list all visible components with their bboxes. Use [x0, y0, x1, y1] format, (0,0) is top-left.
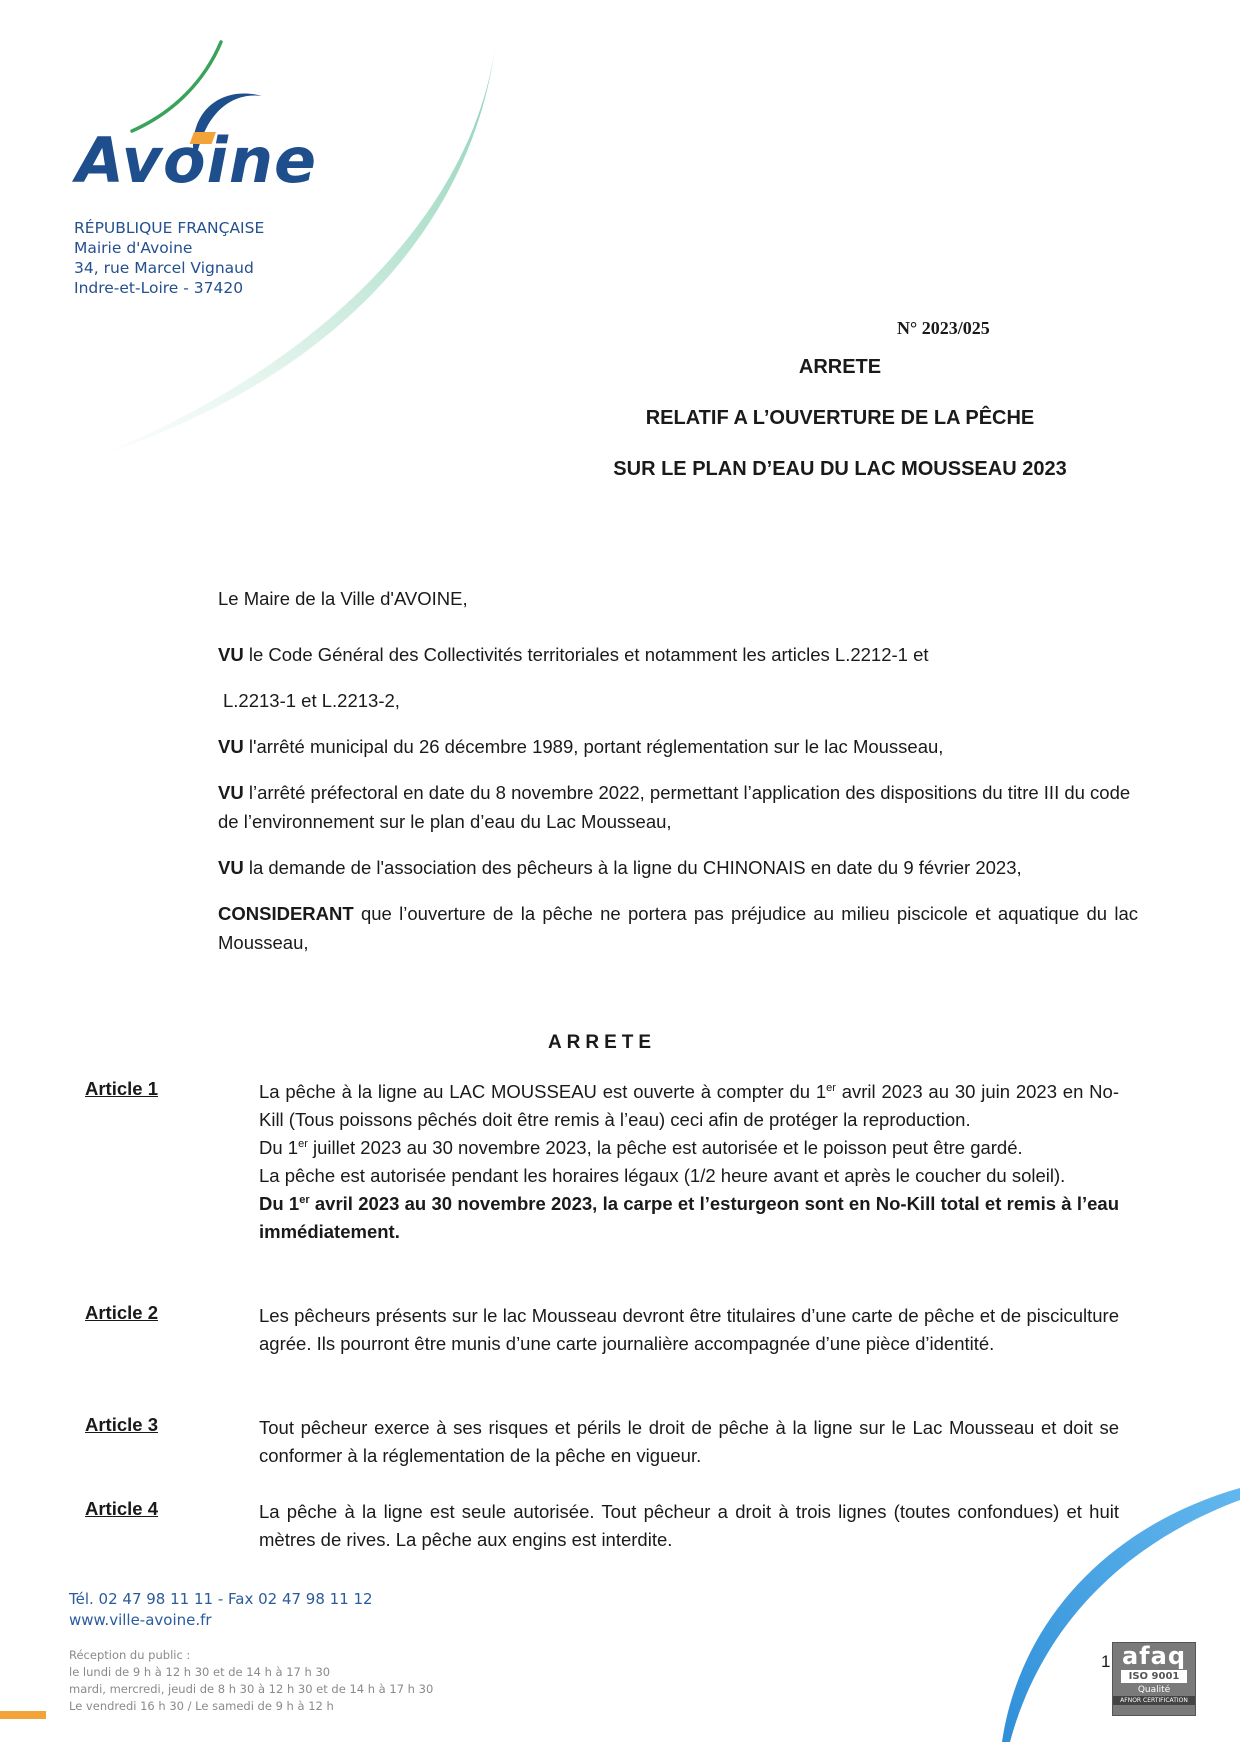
considerant-clause — [218, 899, 1138, 957]
footer-phone: Tél. 02 47 98 11 11 - Fax 02 47 98 11 12 — [69, 1590, 373, 1608]
text-fragment: Du 1 — [259, 1193, 300, 1214]
footer-contact — [69, 1589, 373, 1631]
vu-text: l'arrêté municipal du 26 décembre 1989, portant réglementation sur le lac Mousseau, — [248, 736, 944, 757]
badge-name: afaq — [1121, 1642, 1186, 1670]
text-fragment: avril 2023 au 30 juin 2023 en No-Kill (Tous poissons pêchés doit être remis à l’eau) ceci afin de protéger la reproduction. — [259, 1081, 1119, 1130]
article-3-text: Tout pêcheur exerce à ses risques et périls le droit de pêche à la ligne sur le Lac Mousseau et doit se conformer à la réglementation de la pêche en vigueur. — [259, 1417, 1119, 1466]
footer-hours — [69, 1647, 433, 1715]
considerant-keyword: CONSIDERANT — [218, 903, 354, 924]
vu-keyword: VU — [218, 782, 244, 803]
badge-cert: AFNOR CERTIFICATION — [1113, 1696, 1195, 1705]
badge-quality: Qualité — [1137, 1685, 1171, 1695]
afaq-certification-badge — [1112, 1642, 1196, 1716]
orange-accent-bar — [0, 1711, 46, 1719]
page-number: 1 — [1101, 1652, 1111, 1671]
ordinal-suffix: er — [826, 1081, 836, 1094]
text-fragment: juillet 2023 au 30 novembre 2023, la pêche est autorisée et le poisson peut être gardé. — [307, 1137, 1023, 1158]
vu-text: la demande de l'association des pêcheurs à la ligne du CHINONAIS en date du 9 février 2023, — [248, 857, 1022, 878]
address-line: 34, rue Marcel Vignaud — [74, 259, 254, 277]
article-1-paragraph-bold — [259, 1190, 1119, 1246]
text-fragment: La pêche à la ligne au LAC MOUSSEAU est ouverte à compter du 1 — [259, 1081, 827, 1102]
ordinal-suffix: er — [298, 1137, 308, 1150]
municipality-address — [74, 218, 264, 298]
title-line-2: RELATIF A L’OUVERTURE DE LA PÊCHE — [645, 407, 1035, 429]
text-fragment: Du 1 — [259, 1137, 299, 1158]
hours-title: Réception du public : — [69, 1648, 191, 1662]
vu-keyword: VU — [218, 644, 244, 665]
preamble-intro: Le Maire de la Ville d'AVOINE, — [218, 588, 468, 609]
footer-website: www.ville-avoine.fr — [69, 1611, 212, 1629]
vu-keyword: VU — [218, 857, 244, 878]
article-2-label: Article 2 — [85, 1302, 159, 1323]
vu-keyword: VU — [218, 736, 244, 757]
hours-line: Le vendredi 16 h 30 / Le samedi de 9 h à 12 h — [69, 1699, 334, 1713]
title-line-3: SUR LE PLAN D’EAU DU LAC MOUSSEAU 2023 — [613, 458, 1067, 480]
vu-clause — [218, 778, 1138, 836]
article-1-paragraph: La pêche est autorisée pendant les horaires légaux (1/2 heure avant et après le coucher du soleil). — [259, 1165, 1066, 1186]
article-1-paragraph — [259, 1078, 1119, 1134]
title-line-1: ARRETE — [798, 356, 882, 378]
address-line: Indre-et-Loire - 37420 — [74, 279, 244, 297]
arrete-heading: ARRETE — [547, 1032, 657, 1053]
address-line: Mairie d'Avoine — [74, 239, 193, 257]
vu-clause — [218, 853, 1138, 882]
article-4-label: Article 4 — [85, 1498, 159, 1519]
text-fragment: avril 2023 au 30 novembre 2023, la carpe et l’esturgeon sont en No-Kill total et remis à l’eau immédiatement. — [259, 1193, 1119, 1242]
article-1-paragraph — [259, 1134, 1119, 1162]
vu-clause-continued: L.2213-1 et L.2213-2, — [223, 690, 400, 711]
badge-iso: ISO 9001 — [1121, 1670, 1187, 1683]
address-line: RÉPUBLIQUE FRANÇAISE — [74, 219, 265, 237]
document-title — [560, 352, 1120, 505]
considerant-text: que l’ouverture de la pêche ne portera pas préjudice au milieu piscicole et aquatique du lac Mousseau, — [218, 903, 1139, 953]
preamble — [218, 584, 1138, 957]
ordinal-suffix: er — [299, 1193, 310, 1206]
document-number: N° 2023/025 — [897, 318, 990, 338]
hours-line: mardi, mercredi, jeudi de 8 h 30 à 12 h 30 et de 14 h à 17 h 30 — [69, 1682, 434, 1696]
article-1-label: Article 1 — [85, 1078, 159, 1099]
article-4-text: La pêche à la ligne est seule autorisée. Tout pêcheur a droit à trois lignes (toutes confondues) et huit mètres de rives. La pêche aux engins est interdite. — [259, 1501, 1119, 1550]
vu-clause — [218, 640, 1138, 669]
article-3-label: Article 3 — [85, 1414, 159, 1435]
logo-wordmark: Avoine — [76, 124, 318, 197]
vu-text: le Code Général des Collectivités territoriales et notamment les articles L.2212-1 et — [248, 644, 929, 665]
hours-line: le lundi de 9 h à 12 h 30 et de 14 h à 17 h 30 — [69, 1665, 331, 1679]
article-2-text: Les pêcheurs présents sur le lac Mousseau devront être titulaires d’une carte de pêche et de pisciculture agrée. Ils pourront être munis d’une carte journalière accompagnée d’une pièce d’identité. — [259, 1305, 1119, 1354]
article-1-text — [259, 1078, 1119, 1246]
vu-text: l’arrêté préfectoral en date du 8 novembre 2022, permettant l’application des dispositions du titre III du code de l’environnement sur le plan d’eau du Lac Mousseau, — [218, 782, 1131, 832]
vu-clause — [218, 732, 1138, 761]
